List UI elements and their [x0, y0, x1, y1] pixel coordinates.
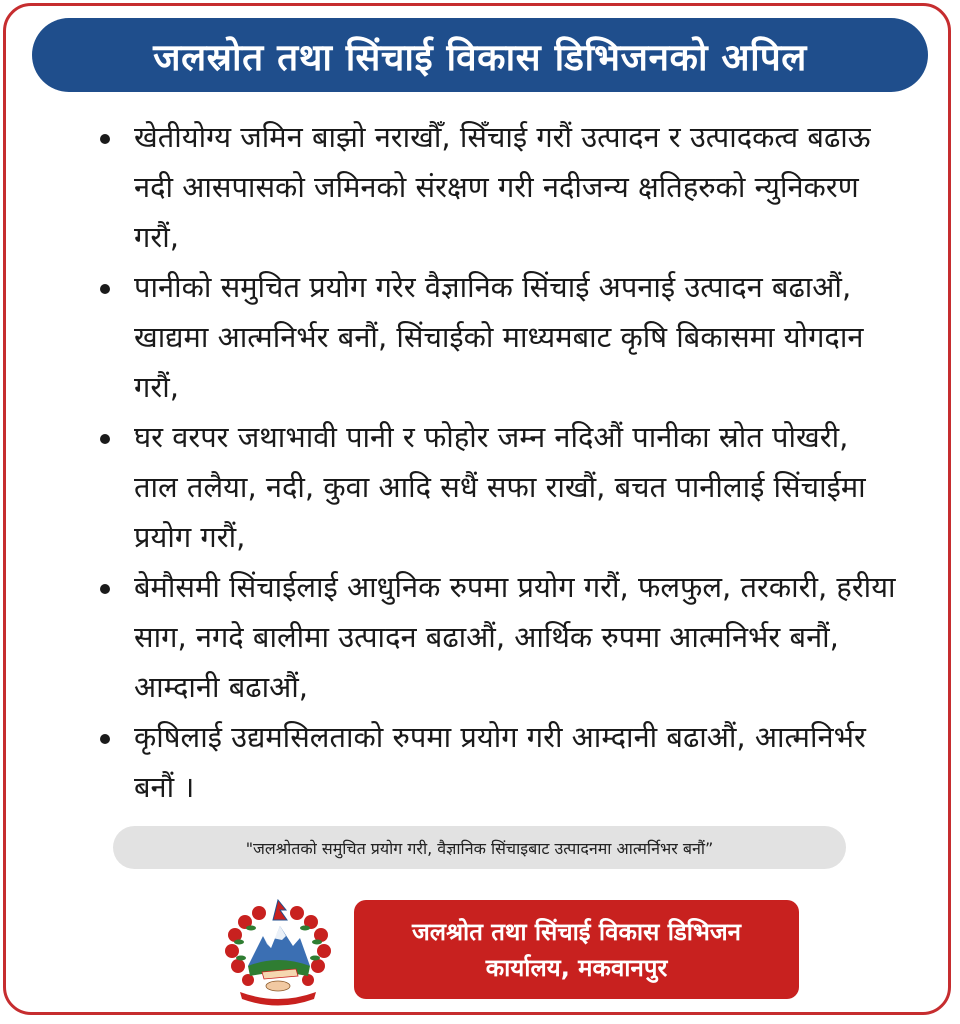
list-item	[96, 562, 896, 712]
list-item	[96, 262, 896, 412]
bullet-icon	[100, 434, 110, 444]
nepal-emblem-icon	[218, 896, 338, 1006]
office-name-line2: कार्यालय, मकवानपुर	[485, 953, 668, 982]
list-item-text: पानीको समुचित प्रयोग गरेर वैज्ञानिक सिंचाई अपनाई उत्पादन बढाऔं, खाद्यमा आत्मनिर्भर बनौं, सिंचाईको माध्यमबाट कृषि बिकासमा योगदान गरौं,	[134, 270, 864, 404]
office-name-line1: जलश्रोत तथा सिंचाई विकास डिभिजन	[411, 917, 741, 946]
list-item-text: कृषिलाई उद्यमसिलताको रुपमा प्रयोग गरी आम्दानी बढाऔं, आत्मनिर्भर बनौं ।	[134, 720, 866, 804]
bullet-icon	[100, 134, 110, 144]
bullet-icon	[100, 584, 110, 594]
slogan-banner	[113, 826, 846, 869]
office-name-box	[354, 900, 799, 999]
slogan-text: "जलश्रोतको समुचित प्रयोग गरी, वैज्ञानिक सिंचाइबाट उत्पादनमा आत्मर्निभर बनौं”	[245, 838, 714, 858]
list-item-text: खेतीयोग्य जमिन बाझो नराखौँ, सिँचाई गरौं उत्पादन र उत्पादकत्व बढाऊ नदी आसपासको जमिनको संरक्षण गरी नदीजन्य क्षतिहरुको न्युनिकरण गरौं,	[134, 120, 871, 254]
list-item-text: बेमौसमी सिंचाईलाई आधुनिक रुपमा प्रयोग गरौं, फलफुल, तरकारी, हरीया साग, नगदे बालीमा उत्पादन बढाऔं, आर्थिक रुपमा आत्मनिर्भर बनौं, आम्दानी बढाऔं,	[134, 570, 896, 704]
title-banner	[32, 18, 928, 92]
list-item	[96, 712, 896, 812]
bullet-icon	[100, 284, 110, 294]
page-title: जलस्रोत तथा सिंचाई विकास डिभिजनको अपिल	[153, 35, 807, 79]
appeal-list	[96, 112, 896, 812]
list-item-text: घर वरपर जथाभावी पानी र फोहोर जम्न नदिऔं पानीका स्रोत पोखरी, ताल तलैया, नदी, कुवा आदि सधैं सफा राखौं, बचत पानीलाई सिंचाईमा प्रयोग गरौं,	[134, 420, 866, 554]
bullet-icon	[100, 734, 110, 744]
list-item	[96, 112, 896, 262]
list-item	[96, 412, 896, 562]
